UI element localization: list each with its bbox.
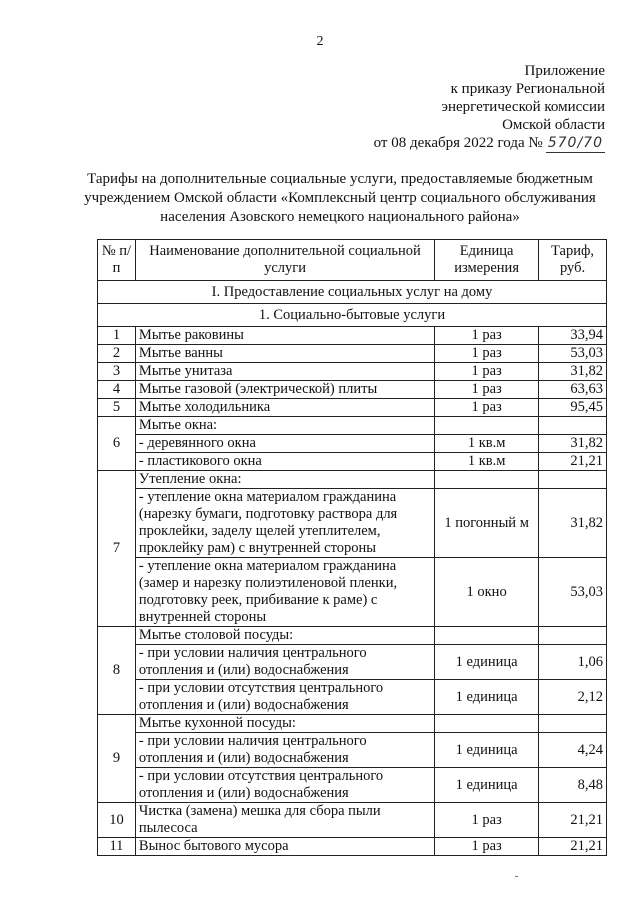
row-num: 2 (98, 345, 136, 363)
table-row (98, 345, 607, 363)
tariff-table (97, 239, 607, 856)
section-title: I. Предоставление социальных услуг на дому (98, 281, 607, 304)
row-num: 7 (98, 471, 136, 627)
table-row (98, 733, 607, 768)
row-num: 10 (98, 803, 136, 838)
row-price: 8,48 (539, 768, 607, 803)
row-unit: 1 окно (435, 558, 539, 627)
row-unit: 1 раз (435, 399, 539, 417)
table-row (98, 327, 607, 345)
empty-cell (435, 471, 539, 489)
group-title: Мытье кухонной посуды: (135, 715, 434, 733)
appendix-date: от 08 декабря 2022 года № (373, 135, 543, 151)
row-name: Мытье унитаза (135, 363, 434, 381)
row-price: 4,24 (539, 733, 607, 768)
row-num: 3 (98, 363, 136, 381)
row-unit: 1 единица (435, 733, 539, 768)
appendix-line: Омской области (502, 117, 605, 133)
header-price: Тариф, руб. (539, 240, 607, 281)
row-unit: 1 раз (435, 345, 539, 363)
empty-cell (539, 627, 607, 645)
row-unit: 1 раз (435, 363, 539, 381)
section-row (98, 281, 607, 304)
row-name: - при условии наличия центрального отопления и (или) водоснабжения (135, 645, 434, 680)
row-price: 95,45 (539, 399, 607, 417)
row-price: 31,82 (539, 435, 607, 453)
group-title-row (98, 471, 607, 489)
row-num: 9 (98, 715, 136, 803)
row-num: 11 (98, 838, 136, 856)
header-unit: Единица измерения (435, 240, 539, 281)
row-price: 21,21 (539, 803, 607, 838)
appendix-line: Приложение (524, 63, 605, 79)
row-unit: 1 погонный м (435, 489, 539, 558)
group-title-row (98, 417, 607, 435)
scan-speck (515, 876, 518, 877)
row-price: 21,21 (539, 838, 607, 856)
empty-cell (539, 417, 607, 435)
row-name: - при условии наличия центрального отопления и (или) водоснабжения (135, 733, 434, 768)
row-name: - при условии отсутствия центрального отопления и (или) водоснабжения (135, 768, 434, 803)
row-name: Вынос бытового мусора (135, 838, 434, 856)
row-name: - деревянного окна (135, 435, 434, 453)
row-unit: 1 раз (435, 803, 539, 838)
group-title: Утепление окна: (135, 471, 434, 489)
header-num: № п/п (98, 240, 136, 281)
table-row (98, 680, 607, 715)
empty-cell (435, 627, 539, 645)
row-num: 1 (98, 327, 136, 345)
document-title: Тарифы на дополнительные социальные услуги, предоставляемые бюджетным учреждением Омской области «Комплексный центр социального обслуживания населения Азовского немецкого национального района» (84, 171, 596, 225)
table-row (98, 558, 607, 627)
table-row (98, 435, 607, 453)
row-price: 53,03 (539, 345, 607, 363)
appendix-date-line (374, 134, 605, 153)
table-row (98, 399, 607, 417)
row-name: - пластикового окна (135, 453, 434, 471)
table-row (98, 453, 607, 471)
row-unit: 1 единица (435, 680, 539, 715)
row-unit: 1 кв.м (435, 435, 539, 453)
table-header-row (98, 240, 607, 281)
row-unit: 1 единица (435, 645, 539, 680)
appendix-line: энергетической комиссии (441, 99, 605, 115)
group-title: Мытье столовой посуды: (135, 627, 434, 645)
empty-cell (539, 715, 607, 733)
row-price: 1,06 (539, 645, 607, 680)
row-name: - утепление окна материалом гражданина (замер и нарезку полиэтиленовой пленки, подготовку реек, прибивание к раме) с внутренней стороны (135, 558, 434, 627)
appendix-line: к приказу Региональной (450, 81, 605, 97)
group-title-row (98, 627, 607, 645)
table-row (98, 838, 607, 856)
row-price: 2,12 (539, 680, 607, 715)
row-unit: 1 раз (435, 327, 539, 345)
empty-cell (539, 471, 607, 489)
group-title-row (98, 715, 607, 733)
subsection-title: 1. Социально-бытовые услуги (98, 304, 607, 327)
row-name: - при условии отсутствия центрального отопления и (или) водоснабжения (135, 680, 434, 715)
row-num: 4 (98, 381, 136, 399)
row-unit: 1 раз (435, 381, 539, 399)
row-num: 5 (98, 399, 136, 417)
row-name: Чистка (замена) мешка для сбора пыли пылесоса (135, 803, 434, 838)
subsection-row (98, 304, 607, 327)
handwritten-order-number: 570/70 (547, 135, 603, 151)
row-unit: 1 раз (435, 838, 539, 856)
row-price: 31,82 (539, 489, 607, 558)
page-number: 2 (316, 34, 324, 49)
empty-cell (435, 417, 539, 435)
row-num: 6 (98, 417, 136, 471)
appendix-block (374, 62, 605, 153)
row-price: 33,94 (539, 327, 607, 345)
table-row (98, 803, 607, 838)
group-title: Мытье окна: (135, 417, 434, 435)
table-row (98, 363, 607, 381)
row-name: - утепление окна материалом гражданина (нарезку бумаги, подготовку раствора для проклейки, заделу щелей утеплителем, проклейку рам) с внутренней стороны (135, 489, 434, 558)
row-name: Мытье газовой (электрической) плиты (135, 381, 434, 399)
header-name: Наименование дополнительной социальной услуги (135, 240, 434, 281)
table-row (98, 768, 607, 803)
table-row (98, 645, 607, 680)
row-price: 53,03 (539, 558, 607, 627)
empty-cell (435, 715, 539, 733)
row-name: Мытье раковины (135, 327, 434, 345)
row-price: 31,82 (539, 363, 607, 381)
row-unit: 1 единица (435, 768, 539, 803)
row-unit: 1 кв.м (435, 453, 539, 471)
row-price: 63,63 (539, 381, 607, 399)
table-row (98, 489, 607, 558)
table-row (98, 381, 607, 399)
row-name: Мытье холодильника (135, 399, 434, 417)
row-name: Мытье ванны (135, 345, 434, 363)
row-price: 21,21 (539, 453, 607, 471)
row-num: 8 (98, 627, 136, 715)
